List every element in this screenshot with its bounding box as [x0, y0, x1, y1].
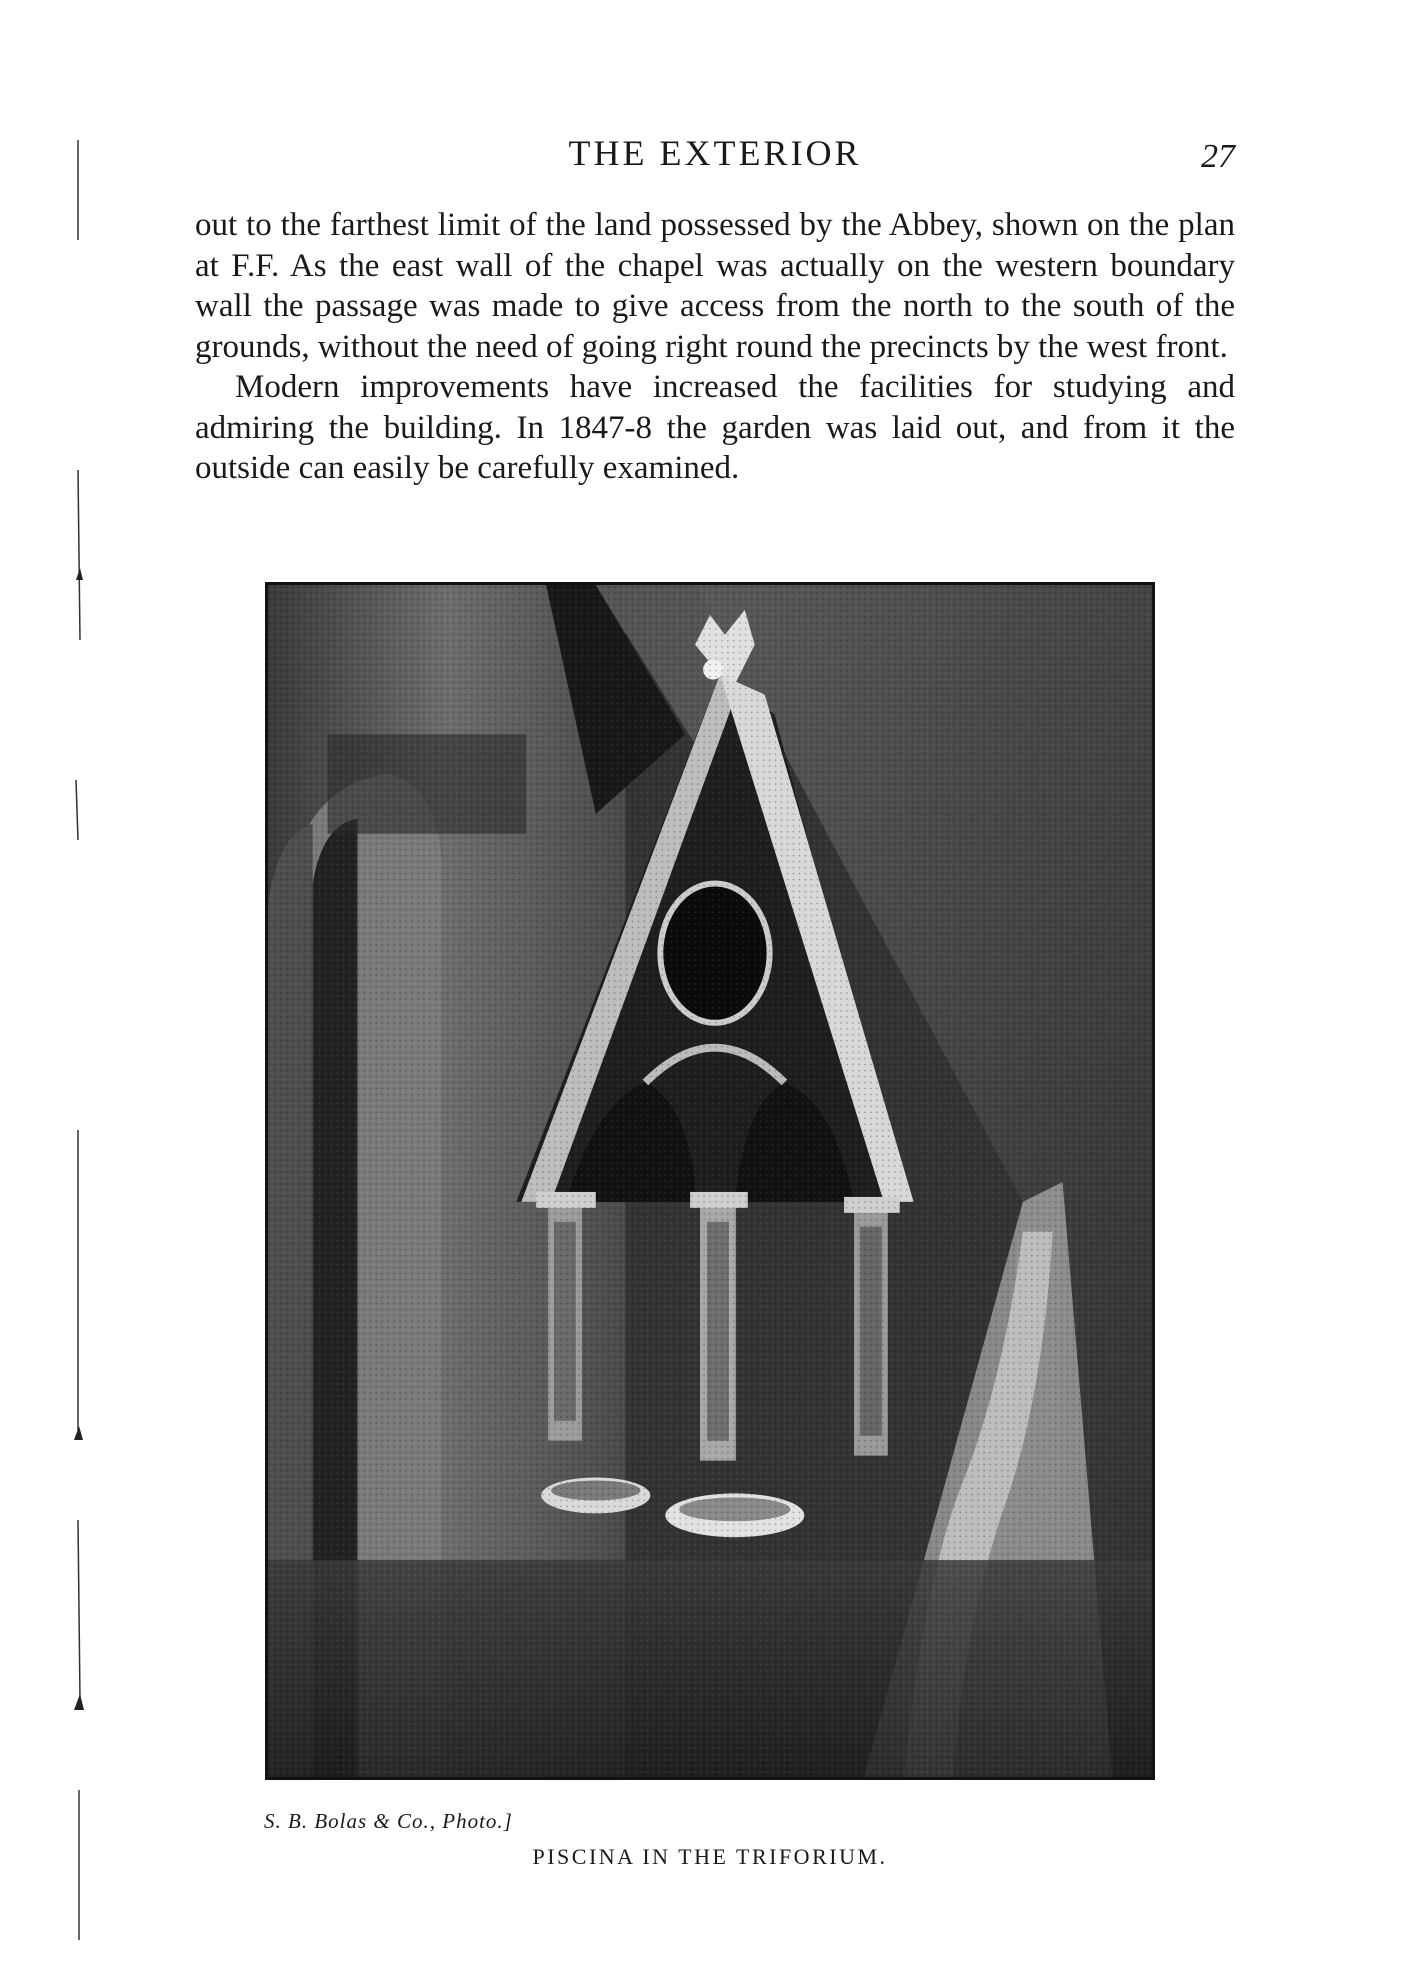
paragraph-1: out to the farthest limit of the land possessed by the Abbey, shown on the plan at F.F. As the east wall of the chapel was actually on the western boundary wall the passage was made to give access from the north to the south of the grounds, without the need of going right round the precincts by the west front.	[195, 207, 1235, 365]
photo-illustration	[268, 585, 1152, 1777]
running-title: THE EXTERIOR	[568, 133, 862, 173]
paragraph-2: Modern improvements have increased the facilities for studying and admiring the building. In 1847-8 the garden was laid out, and from it the outside can easily be carefully examined.	[195, 369, 1235, 486]
figure-caption: PISCINA IN THE TRIFORIUM.	[532, 1844, 888, 1869]
photo-credit: S. B. Bolas & Co., Photo.]	[264, 1809, 513, 1833]
running-head	[195, 128, 1235, 178]
scan-edge-marks	[58, 140, 88, 1940]
body-text	[195, 205, 1235, 489]
piscina-photograph	[265, 582, 1155, 1780]
page-number: 27	[1201, 138, 1235, 175]
